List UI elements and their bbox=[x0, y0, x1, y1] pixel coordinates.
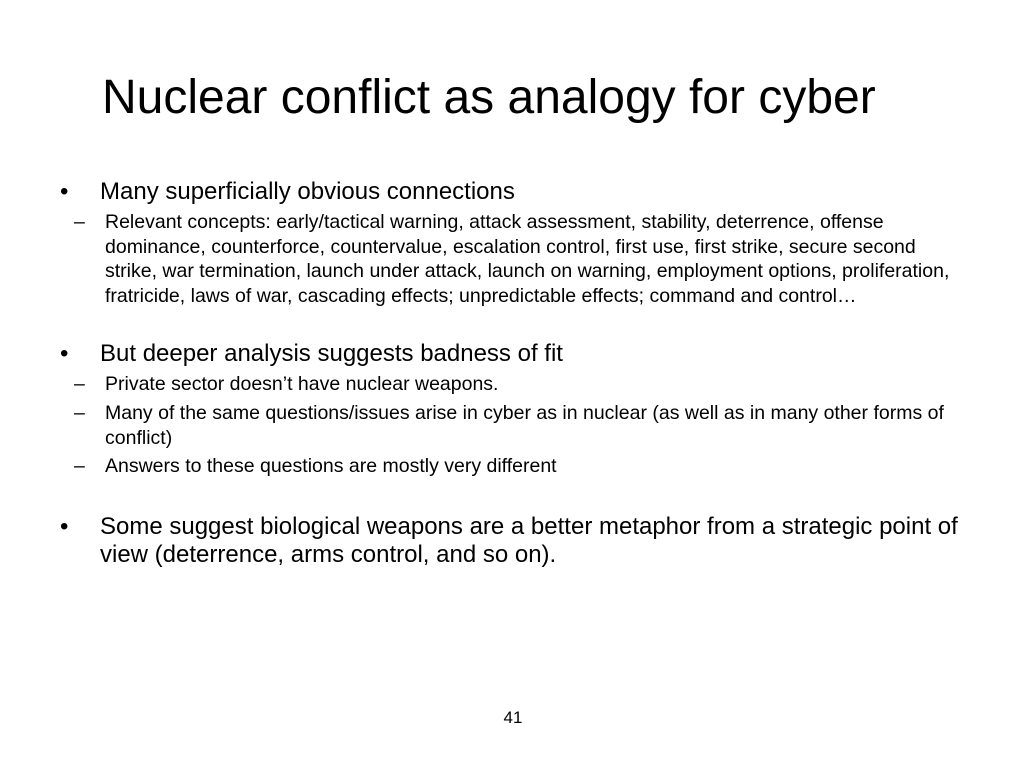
sub-bullet-text: Private sector doesn’t have nuclear weapons. bbox=[105, 373, 499, 396]
sub-bullet-text: Answers to these questions are mostly very different bbox=[105, 455, 557, 478]
slide-title: Nuclear conflict as analogy for cyber bbox=[102, 71, 876, 124]
sub-bullet-item bbox=[60, 210, 960, 308]
sub-bullet-item bbox=[60, 372, 960, 397]
bullet-marker: • bbox=[60, 512, 69, 540]
bullet-text: Some suggest biological weapons are a better metaphor from a strategic point of view (deterrence, arms control, and so on). bbox=[100, 512, 958, 568]
sub-bullet-item bbox=[60, 454, 960, 479]
slide-body bbox=[60, 178, 960, 569]
page-number: 41 bbox=[503, 708, 523, 727]
sub-bullet-list bbox=[60, 372, 960, 478]
bullet-marker: • bbox=[60, 178, 69, 205]
bullet-text: Many superficially obvious connections bbox=[100, 178, 515, 205]
sub-bullet-text: Relevant concepts: early/tactical warning, attack assessment, stability, deterrence, offense dominance, counterforce, countervalue, escalation control, first use, first strike, secure second strike, war termination, launch under attack, launch on warning, employment options, proliferation, fratricide, laws of war, cascading effects; unpredictable effects; command and control… bbox=[105, 211, 950, 307]
bullet-item bbox=[60, 178, 960, 206]
sub-bullet-item bbox=[60, 401, 960, 450]
bullet-text: But deeper analysis suggests badness of fit bbox=[100, 340, 563, 368]
sub-bullet-list bbox=[60, 210, 960, 308]
spacer bbox=[60, 483, 960, 513]
bullet-item bbox=[60, 513, 960, 569]
bullet-marker: • bbox=[60, 340, 69, 368]
bullet-item bbox=[60, 340, 960, 368]
sub-bullet-marker: – bbox=[74, 401, 85, 424]
sub-bullet-marker: – bbox=[74, 211, 85, 233]
sub-bullet-marker: – bbox=[74, 455, 85, 478]
sub-bullet-marker: – bbox=[74, 373, 85, 396]
sub-bullet-text: Many of the same questions/issues arise in cyber as in nuclear (as well as in many other forms of conflict) bbox=[105, 401, 944, 449]
spacer bbox=[60, 312, 960, 340]
